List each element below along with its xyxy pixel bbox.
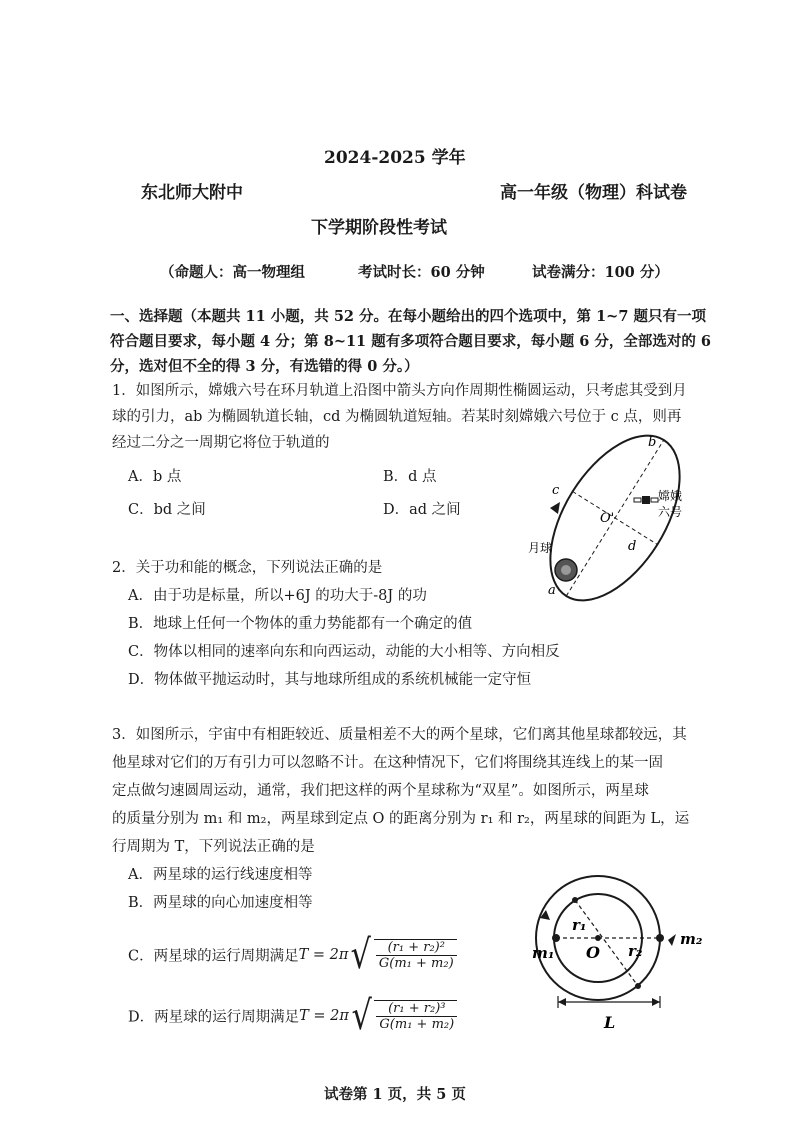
q3-stem-line2: 他星球对它们的万有引力可以忽略不计。在这种情况下，它们将围绕其连线上的某一固: [112, 755, 663, 771]
q2-option-b: B．地球上任何一个物体的重力势能都有一个确定的值: [128, 616, 473, 632]
q1-option-d: D．ad 之间: [383, 502, 461, 518]
section-instructions-line1: 一、选择题（本题共 11 小题，共 52 分。在每小题给出的四个选项中，第 1~7 题只有一项: [110, 308, 706, 325]
q3-option-c: [128, 932, 457, 978]
formula-d-num: (r₁ + r₂)³: [376, 1001, 457, 1017]
setter-info: （命题人：高一物理组: [160, 264, 305, 281]
subject-title: 高一年级（物理）科试卷: [500, 183, 687, 203]
q1-option-a: A．b 点: [128, 469, 182, 485]
q3-option-a: A．两星球的运行线速度相等: [128, 867, 313, 883]
exam-title: 下学期阶段性考试: [311, 218, 447, 238]
q3-stem-line5: 行周期为 T，下列说法正确的是: [112, 839, 315, 855]
label-o: O: [586, 943, 600, 962]
label-r2: r₂: [628, 942, 643, 960]
q3-stem-line1: 3．如图所示，宇宙中有相距较近、质量相差不大的两个星球，它们离其他星球都较远，其: [112, 727, 687, 743]
formula-lhs-d: T = 2π: [299, 1008, 349, 1024]
score-info: 试卷满分：100 分）: [532, 264, 669, 281]
orbit-figure: [520, 430, 720, 610]
exam-year: 2024-2025 学年: [324, 148, 466, 168]
page-footer: 试卷第 1 页，共 5 页: [324, 1086, 466, 1103]
label-moon: 月球: [528, 541, 553, 555]
star-m2-icon: [656, 934, 664, 942]
label-a: a: [548, 583, 556, 598]
q3-option-c-label: C．两星球的运行周期满足: [128, 948, 299, 965]
sqrt-icon: √: [351, 993, 372, 1039]
q2-option-c: C．物体以相同的速率向东和向西运动，动能的大小相等、方向相反: [128, 644, 560, 660]
section-instructions-line2: 符合题目要求，每小题 4 分；第 8~11 题有多项符合题目要求，每小题 6 分，全部选对的 6: [110, 333, 712, 350]
star-m1-icon: [552, 934, 560, 942]
q2-stem: 2．关于功和能的概念，下列说法正确的是: [112, 560, 383, 576]
formula-c: [374, 939, 457, 971]
arrow-left-icon: [558, 998, 566, 1006]
label-l: L: [604, 1013, 616, 1032]
q3-option-b: B．两星球的向心加速度相等: [128, 895, 313, 911]
center-point-icon: [595, 935, 601, 941]
q1-option-c: C．bd 之间: [128, 502, 206, 518]
q3-stem-line3: 定点做匀速圆周运动，通常，我们把这样的两个星球称为“双星”。如图所示，两星球: [112, 783, 649, 799]
formula-c-den: G(m₁ + m₂): [378, 956, 454, 971]
label-m1: m₁: [532, 944, 555, 962]
satellite-icon: [634, 496, 658, 504]
q3-option-d: [128, 993, 457, 1039]
label-d: d: [628, 539, 637, 554]
sqrt-icon: √: [350, 932, 372, 978]
rotation-arrow-2-icon: [668, 934, 676, 946]
label-satellite-1: 嫦娥: [658, 489, 683, 503]
school-name: 东北师大附中: [141, 183, 243, 203]
formula-lhs: T = 2π: [298, 947, 349, 963]
arrow-right-icon: [652, 998, 660, 1006]
orbit-arrow-icon: [550, 502, 560, 514]
formula-d: [374, 1000, 457, 1032]
duration-info: 考试时长：60 分钟: [358, 264, 485, 281]
moon-crater-icon: [561, 565, 571, 575]
label-m2: m₂: [680, 930, 703, 948]
formula-c-num: (r₁ + r₂)²: [376, 940, 457, 956]
q3-option-d-label: D．两星球的运行周期满足: [128, 1009, 300, 1026]
q2-option-a: A．由于功是标量，所以+6J 的功大于-8J 的功: [128, 588, 427, 604]
label-r1: r₁: [572, 916, 587, 934]
section-instructions-line3: 分，选对但不全的得 3 分，有选错的得 0 分。）: [110, 358, 419, 375]
q1-stem-line2: 球的引力，ab 为椭圆轨道长轴，cd 为椭圆轨道短轴。若某时刻嫦娥六号位于 c 点，则再: [112, 409, 682, 425]
q2-option-d: D．物体做平抛运动时，其与地球所组成的系统机械能一定守恒: [128, 672, 532, 688]
star-m2-pos2-icon: [635, 983, 641, 989]
formula-d-den: G(m₁ + m₂): [379, 1017, 455, 1032]
label-satellite-2: 六号: [658, 505, 683, 519]
binary-star-figure: [520, 868, 720, 1048]
q1-option-b: B．d 点: [383, 469, 437, 485]
label-center: O': [600, 511, 615, 526]
star-m1-pos2-icon: [572, 897, 578, 903]
label-c: c: [552, 483, 560, 498]
q3-stem-line4: 的质量分别为 m₁ 和 m₂，两星球到定点 O 的距离分别为 r₁ 和 r₂，两星球的间距为 L，运: [112, 811, 690, 827]
label-b: b: [648, 435, 657, 450]
q1-stem-line1: 1．如图所示，嫦娥六号在环月轨道上沿图中箭头方向作周期性椭圆运动，只考虑其受到月: [112, 383, 687, 399]
q1-stem-line3: 经过二分之一周期它将位于轨道的: [112, 435, 330, 451]
